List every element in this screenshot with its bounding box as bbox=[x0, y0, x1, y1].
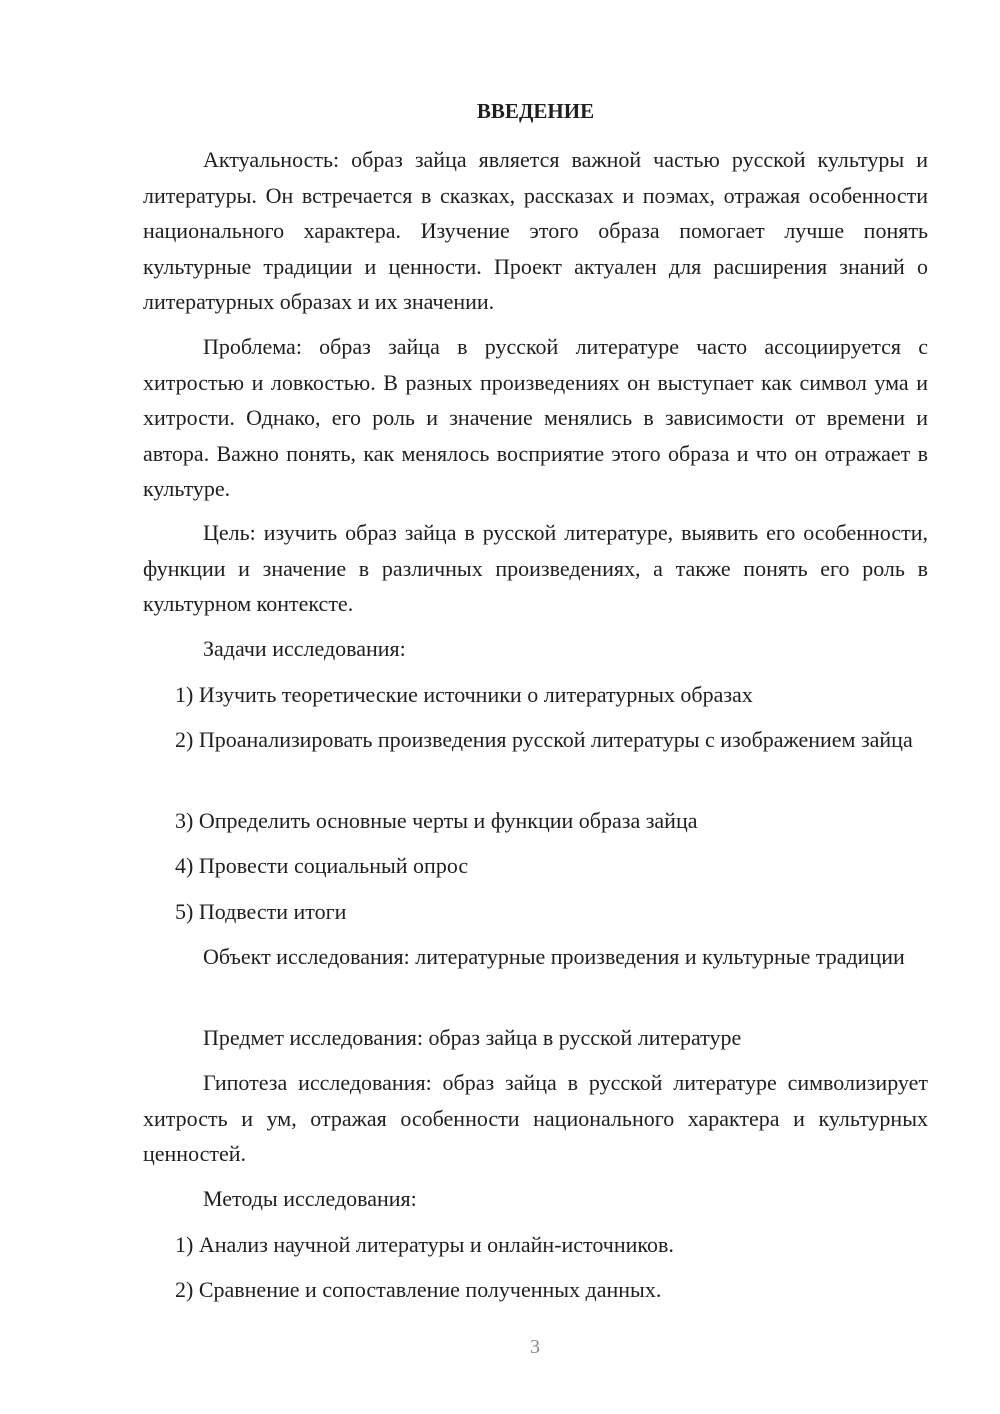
hypothesis-paragraph: Гипотеза исследования: образ зайца в русской литературе символизирует хитрость и ум, отражая особенности национального характера и культурных ценностей. bbox=[143, 1070, 928, 1166]
page-number: 3 bbox=[530, 1336, 540, 1358]
tasks-heading: Задачи исследования: bbox=[203, 636, 406, 661]
problem-paragraph: Проблема: образ зайца в русской литературе часто ассоциируется с хитростью и ловкостью. В разных произведениях он выступает как символ ума и хитрости. Однако, его роль и значение менялись в зависимости от времени и автора. Важно понять, как менялось восприятие этого образа и что он отражает в культуре. bbox=[143, 334, 928, 501]
task-item-4: 4) Провести социальный опрос bbox=[175, 853, 469, 878]
method-item-1: 1) Анализ научной литературы и онлайн-источников. bbox=[175, 1232, 674, 1257]
task-item-3: 3) Определить основные черты и функции образа зайца bbox=[175, 808, 698, 833]
method-item-2: 2) Сравнение и сопоставление полученных данных. bbox=[175, 1277, 662, 1302]
relevance-paragraph: Актуальность: образ зайца является важной частью русской культуры и литературы. Он встречается в сказках, рассказах и поэмах, отражая особенности национального характера. Изучение этого образа помогает лучше понять культурные традиции и ценности. Проект актуален для расширения знаний о литературных образах и их значении. bbox=[143, 147, 928, 314]
task-item-1: 1) Изучить теоретические источники о литературных образах bbox=[175, 682, 753, 707]
task-item-5: 5) Подвести итоги bbox=[175, 899, 347, 924]
object-paragraph: Объект исследования: литературные произведения и культурные традиции bbox=[203, 944, 905, 969]
methods-heading: Методы исследования: bbox=[203, 1186, 417, 1211]
goal-paragraph: Цель: изучить образ зайца в русской литературе, выявить его особенности, функции и значение в различных произведениях, а также понять его роль в культурном контексте. bbox=[143, 520, 928, 616]
task-item-2: 2) Проанализировать произведения русской литературы с изображением зайца bbox=[175, 727, 913, 752]
subject-paragraph: Предмет исследования: образ зайца в русской литературе bbox=[203, 1025, 742, 1050]
section-title: ВВЕДЕНИЕ bbox=[476, 99, 595, 123]
